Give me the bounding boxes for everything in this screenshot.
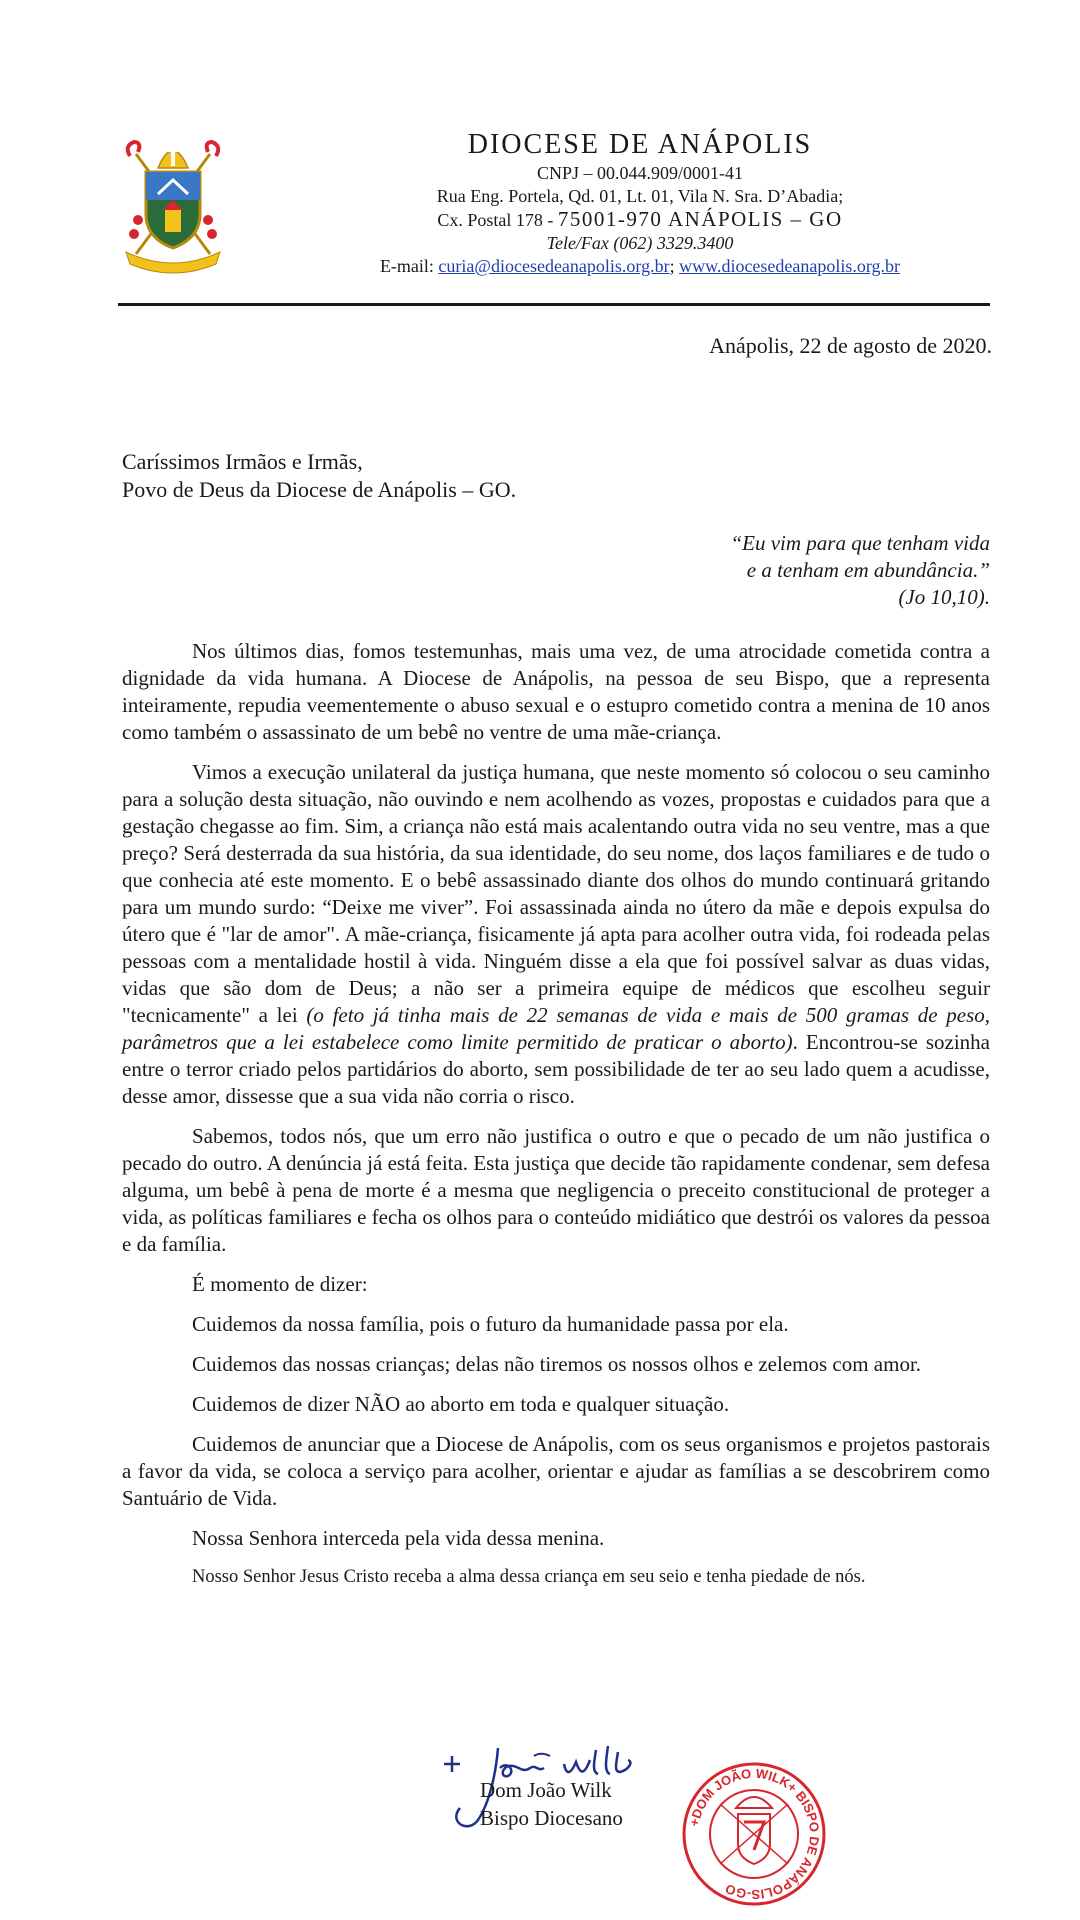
paragraph-8: Cuidemos de anunciar que a Diocese de Anápolis, com os seus organismos e projetos pastorais a favor da vida, se coloca a serviço para acolher, orientar e ajudar as famílias a se descobrirem como Santuário de Vida.: [122, 1432, 990, 1510]
paragraph-2-part-a: Vimos a execução unilateral da justiça humana, que neste momento só colocou o seu caminho para a solução desta situação, não ouvindo e nem acolhendo as vozes, propostas e cuidados para que a gestação chegasse ao fim. Sim, a criança não está mais acalentando outra vida no seu ventre, mas a que preço? Será desterrada da sua história, da sua identidade, do seu nome, dos laços familiares e de tudo o que conhecia até este momento. E o bebê assassinado diante dos olhos do mundo continuará gritando para um mundo surdo: “Deixe me viver”. Foi assassinada ainda no útero da mãe e depois expulsa do útero que é "lar de amor". A mãe-criança, fisicamente já apta para acolher outra vida, foi rodeada pelas pessoas com a mentalidade hostil à vida. Ninguém disse a ela que foi possível salvar as duas vidas, vidas que são dom de Deus; a não ser a primeira equipe de médicos que escolheu seguir "tecnicamente" a lei: [122, 760, 990, 1027]
email-label: E-mail:: [379, 256, 434, 276]
paragraph-9: Nossa Senhora interceda pela vida dessa menina.: [192, 1526, 605, 1550]
bishop-title: Bispo Diocesano: [480, 1806, 623, 1830]
website-link[interactable]: www.diocesedeanapolis.org.br: [679, 256, 901, 276]
epigraph-line-3: (Jo 10,10).: [898, 585, 990, 609]
greeting-line-2: Povo de Deus da Diocese de Anápolis – GO.: [122, 477, 517, 502]
paragraph-2-part-b: . Encontrou-se sozinha entre o terror criado pelos partidários do aborto, sem possibilidade de ter ao seu lado quem a acudisse, desse amor, dissesse que a sua vida não corria o risco.: [122, 1030, 990, 1108]
svg-text:+DOM JOÃO WILK+ BISPO DE ANÁPO: +DOM JOÃO WILK+ BISPO DE ANÁPOLIS-GO: [686, 1765, 823, 1903]
cnpj: CNPJ – 00.044.909/0001-41: [536, 163, 743, 183]
greeting: [122, 448, 516, 504]
bishop-name: Dom João Wilk: [480, 1778, 612, 1802]
phone: Tele/Fax (062) 3329.3400: [546, 233, 734, 253]
signature-block: [480, 1776, 623, 1832]
diocese-crest-icon: [118, 128, 228, 276]
letter-body: [122, 638, 990, 1602]
paragraph-7: Cuidemos de dizer NÃO ao aborto em toda e qualquer situação.: [192, 1392, 730, 1416]
letter-date: Anápolis, 22 de agosto de 2020.: [709, 333, 992, 358]
paragraph-1: Nos últimos dias, fomos testemunhas, mais uma vez, de uma atrocidade cometida contra a dignidade da vida humana. A Diocese de Anápolis, na pessoa de seu Bispo, que a representa inteiramente, repudia veementemente o abuso sexual e o estupro cometido contra a menina de 10 anos como também o assassinato de um bebê no ventre de uma mãe-criança.: [122, 639, 990, 744]
paragraph-4: É momento de dizer:: [192, 1272, 368, 1296]
greeting-line-1: Caríssimos Irmãos e Irmãs,: [122, 449, 363, 474]
postal-prefix: Cx. Postal 178 -: [437, 210, 554, 230]
bishop-seal-stamp: [680, 1760, 828, 1908]
paragraph-10: Nosso Senhor Jesus Cristo receba a alma dessa criança em seu seio e tenha piedade de nós.: [192, 1567, 866, 1587]
epigraph-line-1: “Eu vim para que tenham vida: [730, 531, 990, 555]
paragraph-5: Cuidemos da nossa família, pois o futuro da humanidade passa por ela.: [192, 1312, 789, 1336]
paragraph-6: Cuidemos das nossas crianças; delas não tiremos os nossos olhos e zelemos com amor.: [192, 1352, 922, 1376]
paragraph-2-italic: (o feto já tinha mais de 22 semanas de vida e mais de 500 gramas de peso, parâmetros que a lei estabelece como limite permitido de praticar o aborto): [122, 1003, 990, 1054]
postal-line: [360, 208, 920, 232]
epigraph-quote: [730, 530, 990, 611]
letterhead: [360, 128, 920, 278]
paragraph-3: Sabemos, todos nós, que um erro não justifica o outro e que o pecado de um não justifica o pecado do outro. A denúncia já está feita. Esta justiça que decide tão rapidamente condenar, sem defesa alguma, um bebê à pena de morte é a mesma que negligencia o preceito constitucional de proteger a vida, as políticas familiares e fecha os olhos para o conteúdo midiático que destrói os valores da pessoa e da família.: [122, 1124, 990, 1256]
paragraph-2: [122, 759, 990, 1110]
header-rule: [118, 303, 990, 306]
link-separator: ;: [669, 256, 675, 276]
contact-line: [360, 255, 920, 278]
address: Rua Eng. Portela, Qd. 01, Lt. 01, Vila N. Sra. D’Abadia;: [436, 186, 844, 206]
diocese-title: DIOCESE DE ANÁPOLIS: [467, 129, 813, 160]
postal-city: 75001-970 ANÁPOLIS – GO: [557, 207, 843, 231]
email-link[interactable]: curia@diocesedeanapolis.org.br: [438, 256, 670, 276]
epigraph-line-2: e a tenham em abundância.”: [746, 558, 990, 582]
